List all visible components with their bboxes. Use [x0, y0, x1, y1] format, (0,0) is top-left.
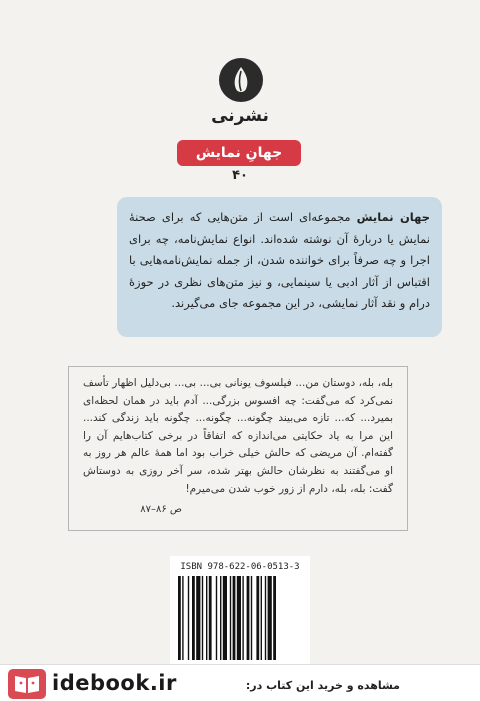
quote-page-ref: ص ۸۶–۸۷ [140, 504, 182, 515]
footer-bar [0, 664, 480, 701]
book-smile-icon [8, 669, 46, 699]
reed-drop-icon [230, 65, 252, 95]
quote-text: بله، بله، دوستان من... فیلسوف یونانی بی... بی... بی‌دلیل اظهار تأسف نمی‌کرد که می‌گفت: چه افسوس بزرگی... آدم باید در همان لحظه‌ای بمیرد... که... تازه می‌بیند چگونه... چگونه... چگونه باید زندگی کند... این مرا به یاد حکایتی می‌اندازه که اتفاقاً در برخی کتاب‌هایم آن را گفته‌ام. آن مریضی که حالش خیلی خراب بود اما همهٔ عالم هر روز به او می‌گفتند به نظرشان حالش بهتر شده، سر آخر روزی به دوستاش گفت: بله، بله، دارم از زور خوب شدن می‌میرم! [83, 377, 393, 495]
site-name[interactable]: idebook.ir [52, 671, 177, 695]
series-badge: جهانِ نمایش [177, 140, 301, 166]
series-number: ۴۰ [232, 168, 248, 183]
barcode [170, 556, 310, 664]
publisher-logo [219, 58, 263, 102]
description-text: مجموعه‌ای است از متن‌هایی که برای صحنهٔ نمایش یا دربارهٔ آن نوشته شده‌اند. انواع نمایش‌نامه، چه برای اجرا و چه صرفاً برای خواننده شدن، از جمله نمایش‌نامه‌هایی با اقتباس از آثار ادبی یا سینمایی، و نیز متن‌های نظری در حوزهٔ درام و نقد آثار نمایشی، در این مجموعه جای می‌گیرند. [129, 210, 430, 310]
site-tagline: مشاهده و خرید این کتاب در: [245, 679, 400, 692]
description-lead: جهان نمایش [356, 210, 430, 224]
barcode-bars [178, 576, 302, 660]
series-description [117, 197, 442, 337]
publisher-name: نشرنی [211, 106, 269, 126]
isbn-text: ISBN 978-622-06-0513-3 [180, 562, 300, 572]
